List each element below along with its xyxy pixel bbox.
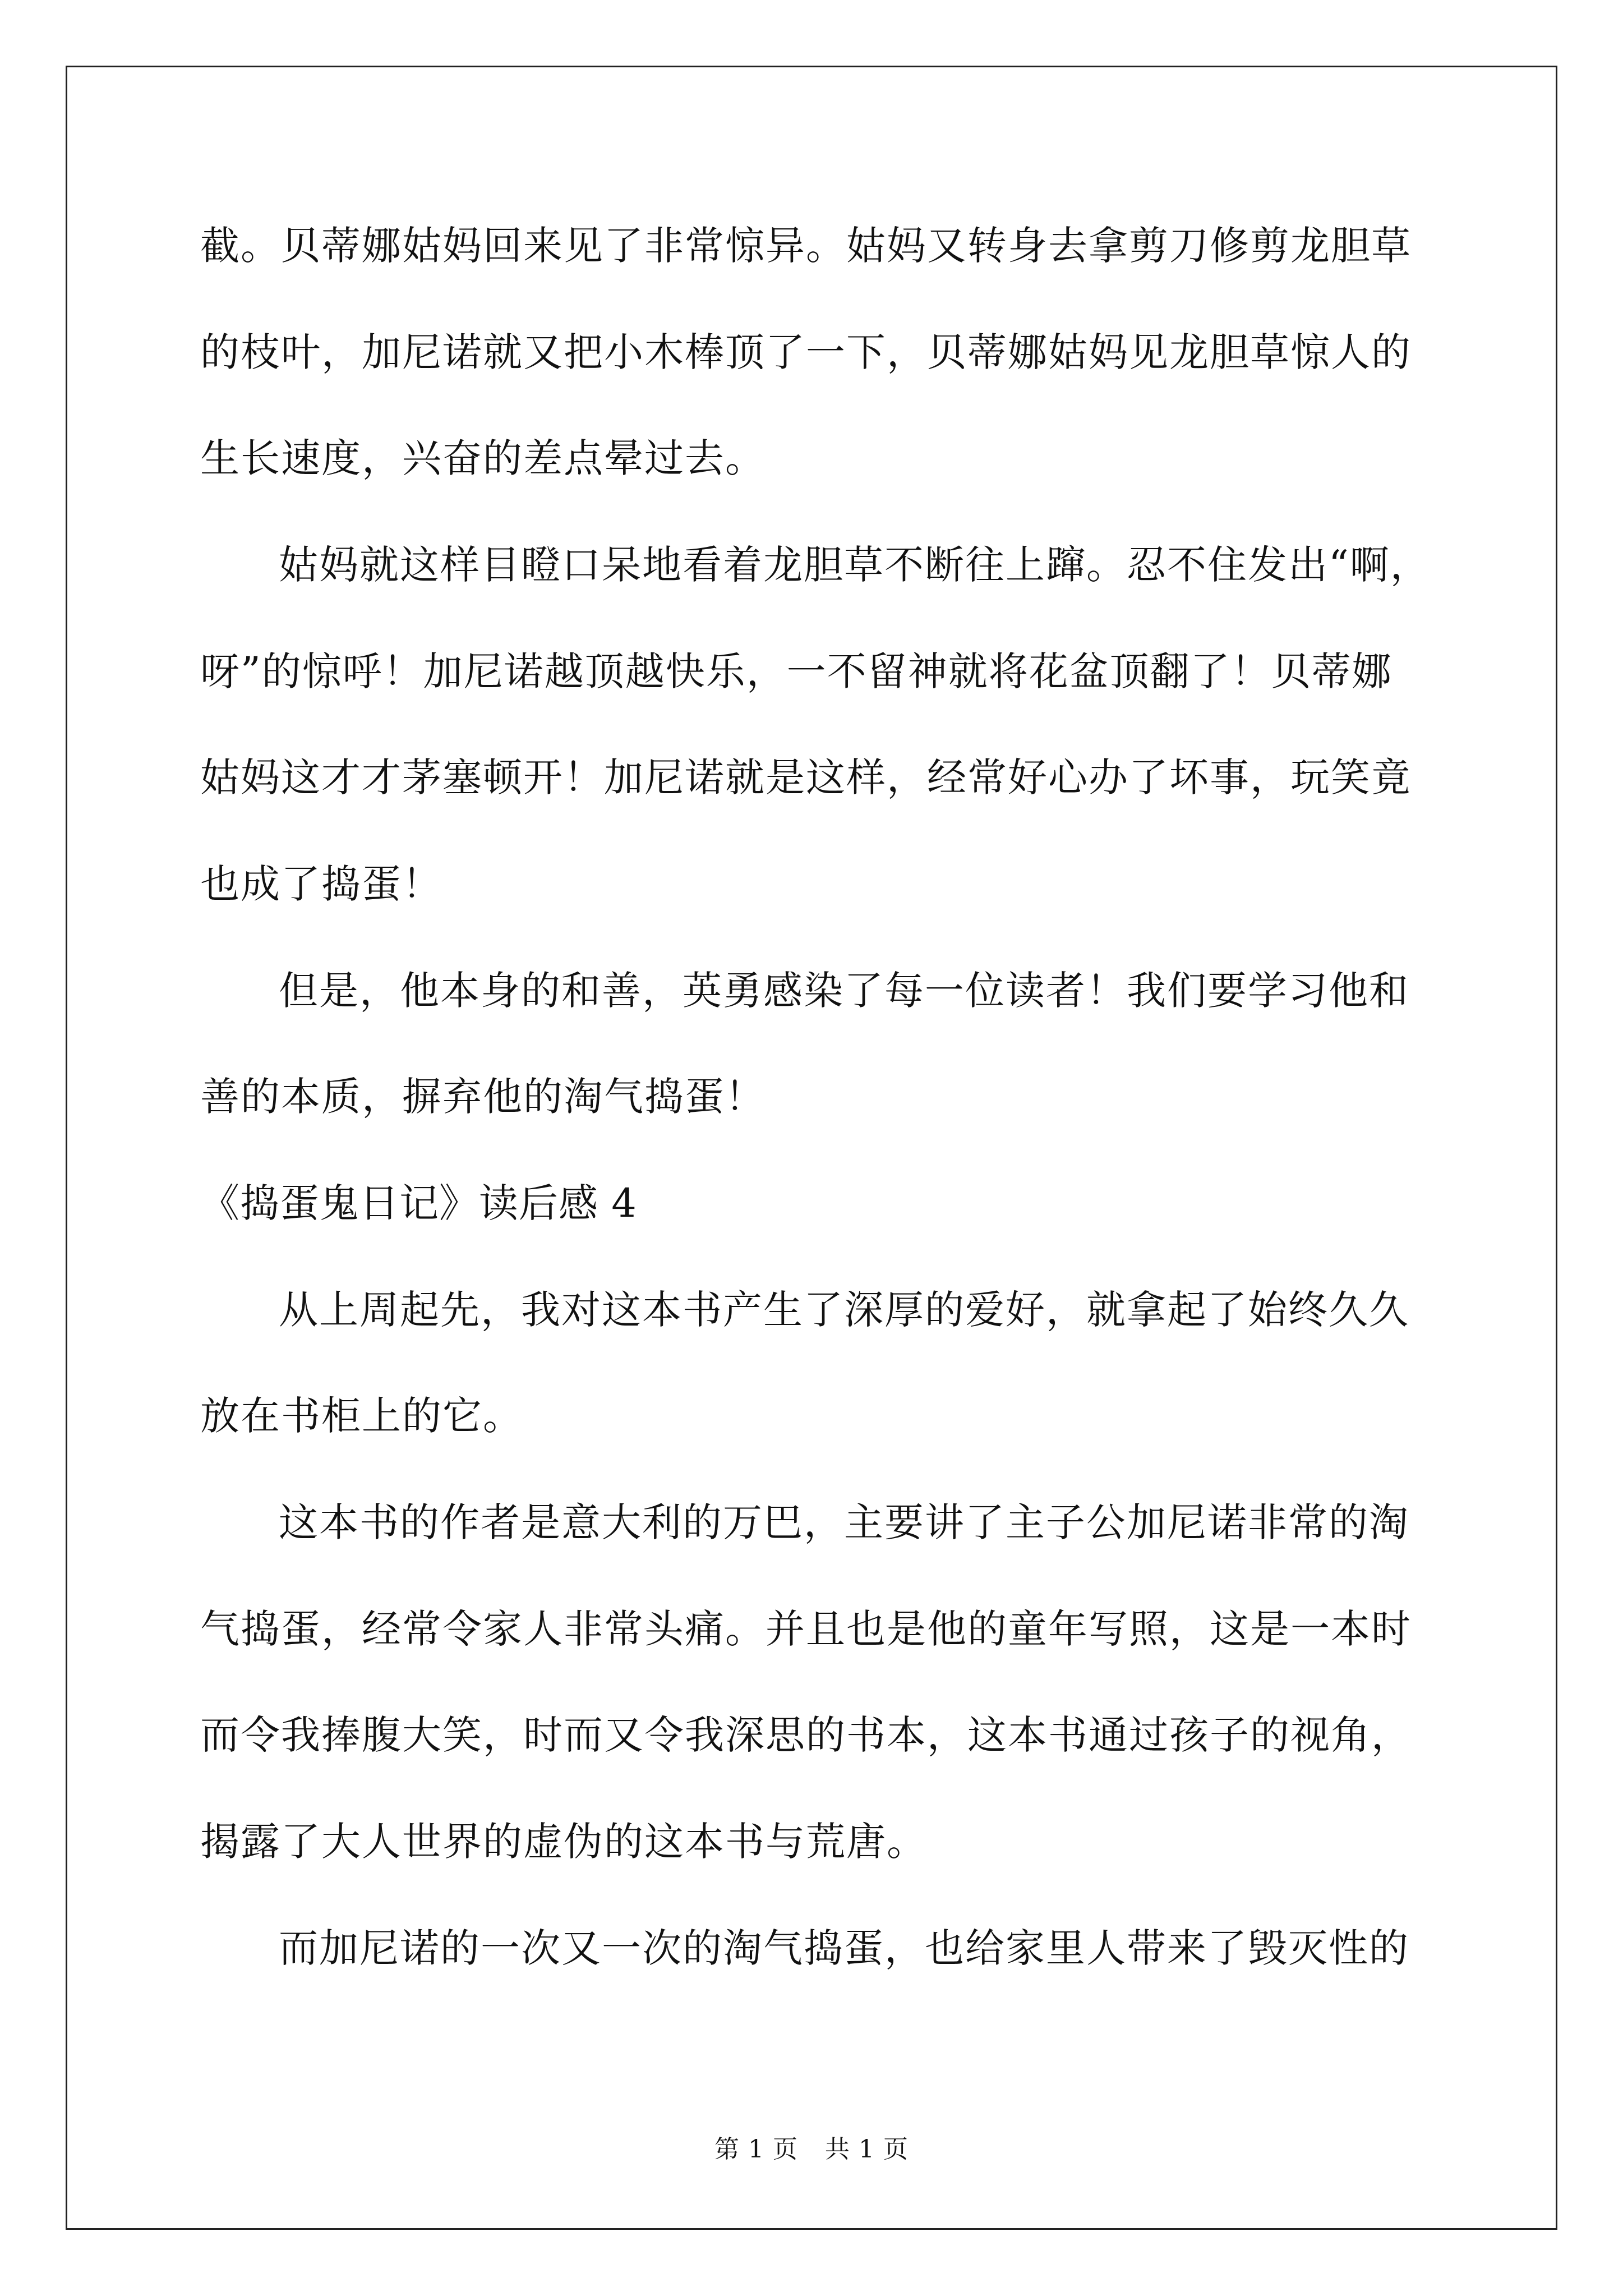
page-number: 第 1 页 <box>714 2135 798 2164</box>
text-line: 这本书的作者是意大利的万巴，主要讲了主子公加尼诺非常的淘 <box>279 1499 1409 1545</box>
page-total: 共 1 页 <box>825 2135 909 2164</box>
text-line: 的枝叶，加尼诺就又把小木棒顶了一下，贝蒂娜姑妈见龙胆草惊人的 <box>200 329 1412 375</box>
text-line: 从上周起先，我对这本书产生了深厚的爱好，就拿起了始终久久 <box>279 1287 1409 1333</box>
text-line: 也成了捣蛋！ <box>200 861 442 907</box>
text-line: 生长速度，兴奋的差点晕过去。 <box>200 435 766 481</box>
text-line: 呀”的惊呼！加尼诺越顶越快乐，一不留神就将花盆顶翻了！贝蒂娜 <box>200 648 1393 694</box>
page-footer <box>0 2133 1623 2166</box>
text-line: 气捣蛋，经常令家人非常头痛。并且也是他的童年写照，这是一本时 <box>200 1606 1412 1652</box>
text-line: 而加尼诺的一次又一次的淘气捣蛋，也给家里人带来了毁灭性的 <box>279 1925 1409 1971</box>
text-line: 而令我捧腹大笑，时而又令我深思的书本，这本书通过孩子的视角， <box>200 1712 1412 1758</box>
text-line: 善的本质，摒弃他的淘气捣蛋！ <box>200 1074 766 1120</box>
section-heading: 《捣蛋鬼日记》读后感 4 <box>200 1180 637 1226</box>
text-line: 揭露了大人世界的虚伪的这本书与荒唐。 <box>200 1819 927 1865</box>
text-line: 姑妈就这样目瞪口呆地看着龙胆草不断往上蹿。忍不住发出“啊， <box>279 542 1431 588</box>
text-line: 放在书柜上的它。 <box>200 1393 523 1439</box>
text-line: 姑妈这才才茅塞顿开！加尼诺就是这样，经常好心办了坏事，玩笑竟 <box>200 754 1412 800</box>
text-line: 截。贝蒂娜姑妈回来见了非常惊异。姑妈又转身去拿剪刀修剪龙胆草 <box>200 223 1412 269</box>
text-line: 但是，他本身的和善，英勇感染了每一位读者！我们要学习他和 <box>279 968 1409 1014</box>
page-border <box>66 66 1557 2230</box>
